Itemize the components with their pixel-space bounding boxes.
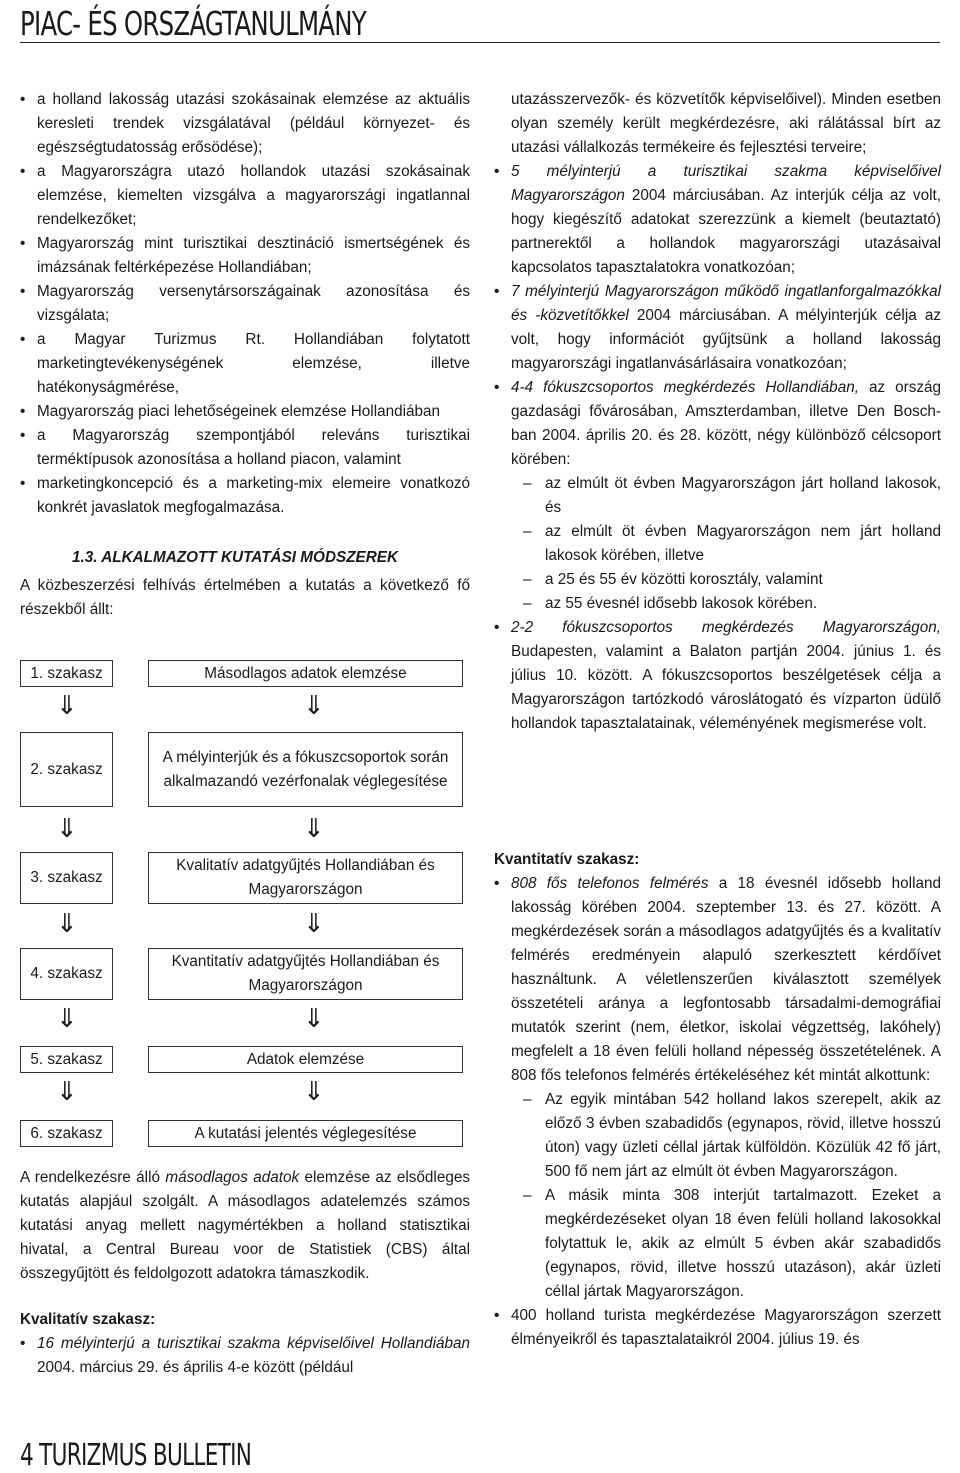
quantitative-list (494, 872, 941, 1352)
left-column (20, 88, 470, 622)
phase-6-description: A kutatási jelentés véglegesítése (148, 1120, 463, 1147)
section-heading: 1.3. ALKALMAZOTT KUTATÁSI MÓDSZEREK (72, 549, 399, 566)
target-groups-list (511, 472, 941, 616)
list-item: • Magyarország piaci lehetőségeinek elemzése Hollandiában (20, 400, 470, 424)
list-item: – A másik minta 308 interjút tartalmazott. Ezeket a megkérdezéseket olyan 18 éven felüli holland lakosokkal folytattuk le, akik az elmúlt 5 évben akár szabadidős (egynapos, rövid, illetve hosszú utazáson), akár üzleti céllal jártak Magyarországon. (511, 1184, 941, 1304)
qualitative-list-continued (494, 160, 941, 736)
list-item: • 808 fős telefonos felmérés a 18 évesnél idősebb holland lakosság körében 2004. szeptember 13. és 27. között. A megkérdezések során a másodlagos adatgyűjtés és a kvalitatív felmérés eredményein alapuló szerkesztett kérdőívet használtunk. A véletlenszerűen kiválasztott személyek összetételi aránya a legfontosabb társadalmi-demográfiai mutatók szerint (nem, életkor, iskolai végzettség, lakóhely) megfelelt a 18 éven felüli holland népesség összetételének. A 808 fős telefonos felmérés értékeléséhez két mintát alkottunk: – Az egyik mintában 542 holland lakos szerepelt, akik az előző 3 évben szabadidős (egynapos, rövid, illetve hosszú úton) vagy üzleti céllal jártak külföldön. Közülük 42 fő járt, 500 fő nem járt az elmúlt öt évben Magyarországon. – A másik minta 308 interjút tartalmazott. Ezeket a megkérdezéseket olyan 18 éven felüli holland lakosokkal folytattuk le, akik az elmúlt 5 évben akár szabadidős (egynapos, rövid, illetve hosszú utazáson), akár üzleti céllal jártak Magyarországon. (494, 872, 941, 1304)
down-arrow-icon: ⇓ (56, 1077, 78, 1107)
list-item: • a Magyar Turizmus Rt. Hollandiában folytatott marketingtevékenységének elemzése, illetve hatékonyságmérése, (20, 328, 470, 400)
phase-6-stage: 6. szakasz (20, 1120, 113, 1147)
continued-text: utazásszervezők- és közvetítők képviselőivel). Minden esetben olyan személy került megkérdezésre, aki rálátással bírt az utazási vállalkozás termékeire és fejlesztési terveire; (511, 91, 941, 156)
phase-2-stage: 2. szakasz (20, 732, 113, 807)
down-arrow-icon: ⇓ (303, 691, 325, 721)
list-item: • 400 holland turista megkérdezése Magyarországon szerzett élményeikről és tapasztalataikról 2004. július 19. és (494, 1304, 941, 1352)
list-item: • marketingkoncepció és a marketing-mix elemeire vonatkozó konkrét javaslatok megfogalmazása. (20, 472, 470, 520)
list-item: – az elmúlt öt évben Magyarországon nem járt holland lakosok körében, illetve (511, 520, 941, 568)
down-arrow-icon: ⇓ (303, 1004, 325, 1034)
list-item: – Az egyik mintában 542 holland lakos szerepelt, akik az előző 3 évben szabadidős (egynapos, rövid, illetve hosszú úton) vagy üzleti céllal jártak külföldön. Közülük 42 fő járt, 500 fő nem járt az elmúlt öt évben Magyarországon. (511, 1088, 941, 1184)
phase-5-stage: 5. szakasz (20, 1046, 113, 1073)
list-item: • 5 mélyinterjú a turisztikai szakma képviselőivel Magyarországon 2004 márciusában. Az interjúk célja az volt, hogy kiegészítő adatokat szerezzünk a kiemelt (beutaztató) partnerektől a hollandok magyarországi utazásaival kapcsolatos tapasztalatokra vonatkozóan; (494, 160, 941, 280)
list-item: • Magyarország mint turisztikai desztináció ismertségének és imázsának feltérképezése Hollandiában; (20, 232, 470, 280)
phase-3-description: Kvalitatív adatgyűjtés Hollandiában és Magyarországon (148, 852, 463, 904)
down-arrow-icon: ⇓ (303, 909, 325, 939)
phase-2-description: A mélyinterjúk és a fókuszcsoportok során alkalmazandó vezérfonalak véglegesítése (148, 732, 463, 807)
footer-title: 4 TURIZMUS BULLETIN (20, 1438, 252, 1473)
phase-5-description: Adatok elemzése (148, 1046, 463, 1073)
header-divider (20, 42, 940, 43)
qualitative-list (20, 1332, 470, 1380)
list-item: • a Magyarország szempontjából releváns turisztikai terméktípusok azonosítása a holland piacon, valamint (20, 424, 470, 472)
phase-4-stage: 4. szakasz (20, 948, 113, 1000)
page-header-title: PIAC- ÉS ORSZÁGTANULMÁNY (20, 4, 366, 43)
list-item: – az 55 évesnél idősebb lakosok körében. (511, 592, 941, 616)
down-arrow-icon: ⇓ (56, 814, 78, 844)
left-column-lower (20, 1166, 470, 1380)
down-arrow-icon: ⇓ (56, 691, 78, 721)
phase-1-description: Másodlagos adatok elemzése (148, 660, 463, 687)
list-item: • a holland lakosság utazási szokásainak elemzése az aktuális keresleti trendek vizsgálatával (például környezet- és egészségtudatosság erősödése); (20, 88, 470, 160)
research-phases-diagram (20, 660, 463, 1150)
list-item: • 2-2 fókuszcsoportos megkérdezés Magyarországon, Budapesten, valamint a Balaton partján 2004. június 1. és július 10. között. A fókuszcsoportos beszélgetések célja a Magyarországon tartózkodó városlátogató és vízparton üdülő hollandok tapasztalatainak, véleményének megismerése volt. (494, 616, 941, 736)
list-item: • 16 mélyinterjú a turisztikai szakma képviselőivel Hollandiában 2004. március 29. és április 4-e között (például (20, 1332, 470, 1380)
list-item: – az elmúlt öt évben Magyarországon járt holland lakosok, és (511, 472, 941, 520)
right-column (494, 88, 941, 736)
list-item: • 7 mélyinterjú Magyarországon működő ingatlanforgalmazókkal és -közvetítőkkel 2004 márciusában. A mélyinterjúk célja az volt, hogy információt gyűjtsünk a holland lakosság magyarországi ingatlanvásárlásaira vonatkozóan; (494, 280, 941, 376)
methods-intro: A közbeszerzési felhívás értelmében a kutatás a következő fő részekből állt: (20, 577, 470, 618)
secondary-data-paragraph: A rendelkezésre álló másodlagos adatok elemzése az elsődleges kutatás alapjául szolgált. A másodlagos adatelemzés számos kutatási anyag mellett nagymértékben a holland statisztikai hivatal, a Central Bureau voor de Statistiek (CBS) által összegyűjtött és feldolgozott adatokra támaszkodik. (20, 1169, 470, 1282)
list-item: – a 25 és 55 év közötti korosztály, valamint (511, 568, 941, 592)
phase-3-stage: 3. szakasz (20, 852, 113, 904)
phase-1-stage: 1. szakasz (20, 660, 113, 687)
down-arrow-icon: ⇓ (303, 1077, 325, 1107)
objectives-list (20, 88, 470, 520)
quantitative-heading: Kvantitatív szakasz: (494, 851, 640, 868)
down-arrow-icon: ⇓ (56, 1004, 78, 1034)
phase-4-description: Kvantitatív adatgyűjtés Hollandiában és Magyarországon (148, 948, 463, 1000)
list-item: • 4-4 fókuszcsoportos megkérdezés Hollandiában, az ország gazdasági fővárosában, Amszterdamban, illetve Den Bosch-ban 2004. április 20. és 28. között, négy különböző célcsoport körében: – az elmúlt öt évben Magyarországon járt holland lakosok, és – az elmúlt öt évben Magyarországon nem járt holland lakosok körében, illetve – a 25 és 55 év közötti korosztály, valamint – az 55 évesnél idősebb lakosok körében. (494, 376, 941, 616)
list-item: • Magyarország versenytársországainak azonosítása és vizsgálata; (20, 280, 470, 328)
right-column-lower (494, 848, 941, 1352)
samples-list (511, 1088, 941, 1304)
down-arrow-icon: ⇓ (303, 814, 325, 844)
list-item: • a Magyarországra utazó hollandok utazási szokásainak elemzése, kiemelten vizsgálva a magyarországi ingatlannal rendelkezőket; (20, 160, 470, 232)
qualitative-heading: Kvalitatív szakasz: (20, 1311, 156, 1328)
down-arrow-icon: ⇓ (56, 909, 78, 939)
